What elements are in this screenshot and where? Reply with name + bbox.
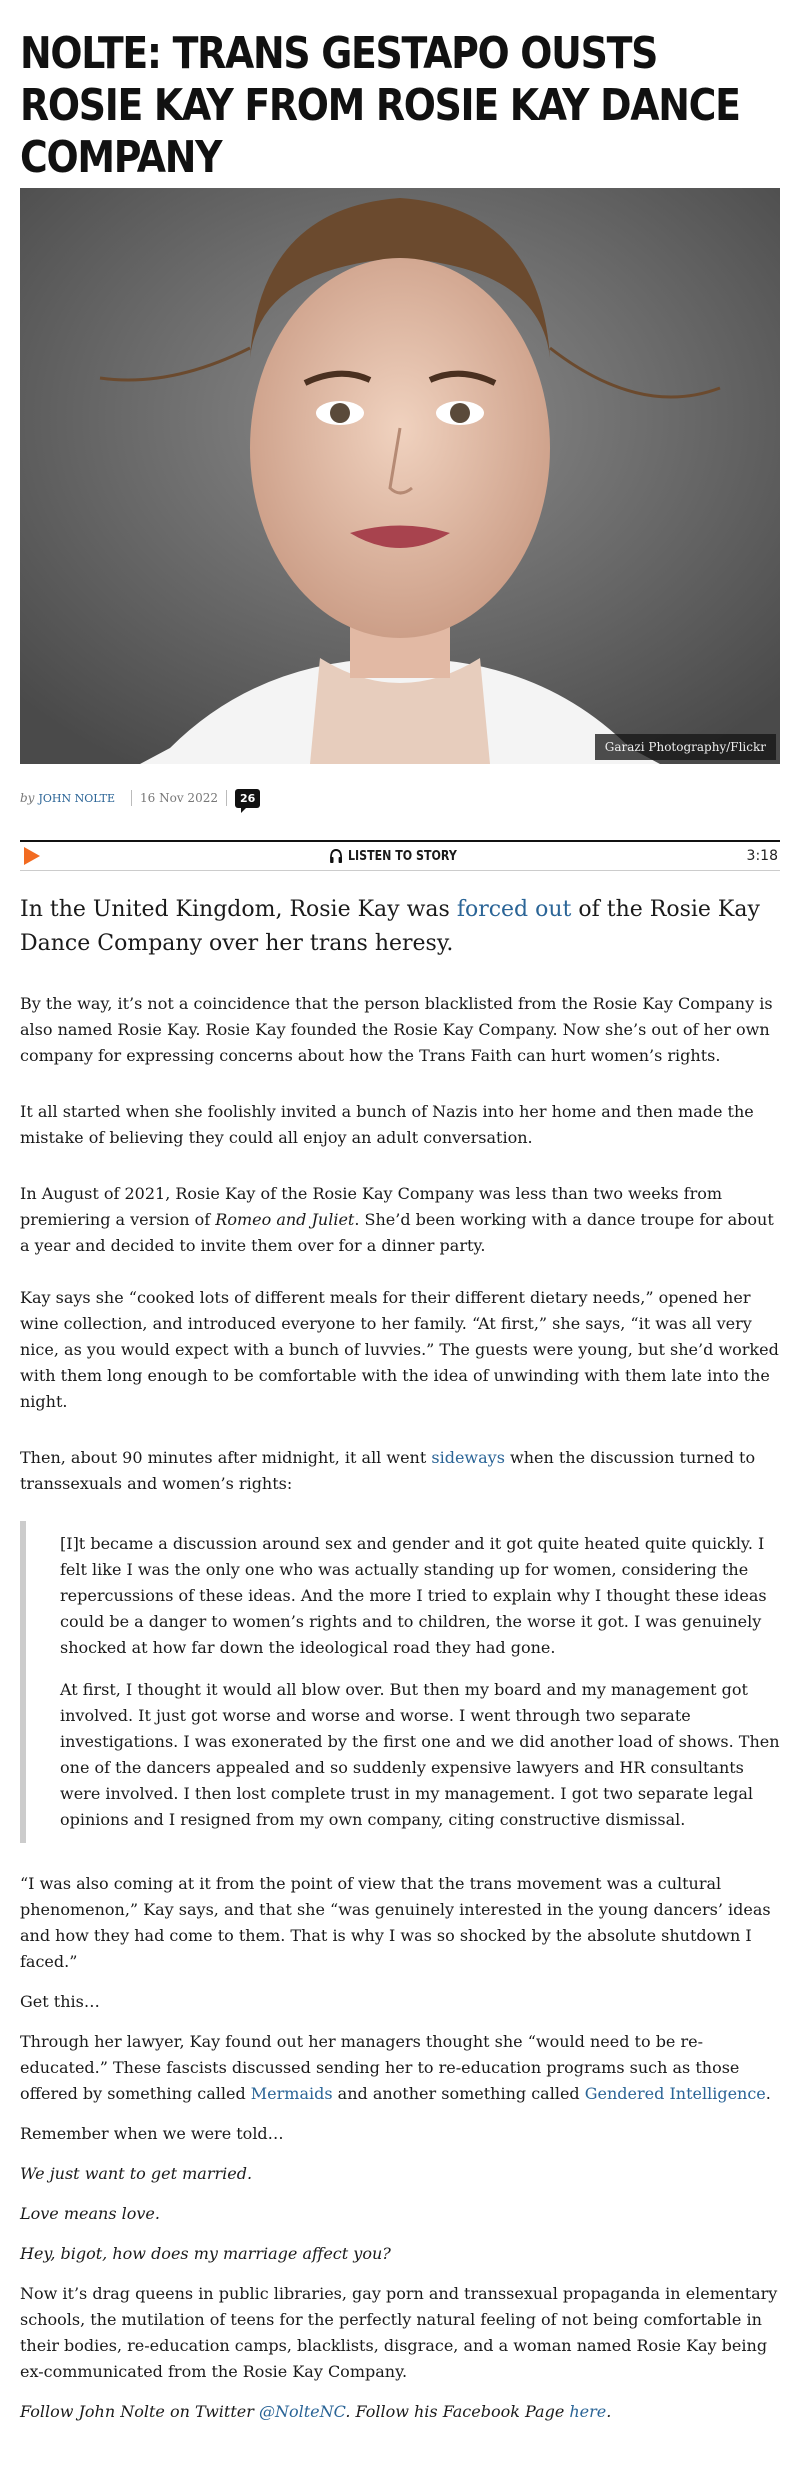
- text: Through her lawyer, Kay found out her managers thought she “would need to be re-educated.” These fascists discussed sending her to re-education programs such as those offered by something called: [20, 2032, 740, 2103]
- text: . She’d been working with a dance troupe for about a year and decided to invite them over for a dinner party.: [20, 1210, 774, 1255]
- paragraph: Get this…: [20, 1992, 100, 2011]
- audio-duration: 3:18: [746, 848, 778, 864]
- quote-paragraph: At first, I thought it would all blow over. But then my board and my management got involved. It just got worse and worse and worse. I went through two separate investigations. I was exonerated by the first one and we did another load of shows. Then one of the dancers appealed and so suddenly expensive lawyers and HR consultants were involved. I then lost complete trust in my management. I got two separate legal opinions and I resigned from my own company, citing constructive dismissal.: [60, 1680, 780, 1829]
- paragraph: [20, 2241, 780, 2267]
- byline-divider: [226, 790, 227, 806]
- image-credit: Garazi Photography/Flickr: [595, 734, 776, 760]
- sideways-link[interactable]: sideways: [431, 1448, 505, 1467]
- article: [0, 28, 800, 2425]
- lead-text: of the Rosie Kay Dance Company over her trans heresy.: [20, 897, 760, 956]
- footer-text: [20, 2402, 611, 2421]
- paragraph: Remember when we were told…: [20, 2124, 284, 2143]
- play-icon[interactable]: [24, 847, 40, 865]
- paragraph: [20, 1445, 780, 1497]
- publish-date: 16 Nov 2022: [140, 791, 218, 805]
- comment-bubble-icon[interactable]: 26: [235, 789, 260, 808]
- text: when the discussion turned to transsexuals and women’s rights:: [20, 1448, 756, 1493]
- article-lead: [20, 893, 780, 961]
- byline-prefix: by: [20, 791, 35, 805]
- text: Then, about 90 minutes after midnight, it all went: [20, 1448, 432, 1467]
- facebook-link[interactable]: here: [569, 2402, 607, 2421]
- hero-image: [20, 188, 780, 764]
- text-emphasis: Love means love.: [20, 2204, 160, 2223]
- gendered-intelligence-link[interactable]: Gendered Intelligence: [584, 2084, 766, 2103]
- paragraph: [20, 2029, 780, 2107]
- quote-paragraph: [I]t became a discussion around sex and gender and it got quite heated quite quickly. I felt like I was the only one who was actually standing up for women, considering the repercussions of these ideas. And the more I tried to explain why I thought these ideas could be a danger to women’s rights and to children, the worse it got. I was genuinely shocked at how far down the ideological road they had gone.: [60, 1534, 767, 1657]
- paragraph: Now it’s drag queens in public libraries, gay porn and transsexual propaganda in elementary schools, the mutilation of teens for the perfectly natural feeling of not being comfortable in their bodies, re-education camps, blacklists, disgrace, and a woman named Rosie Kay being ex-communicated from the Rosie Kay Company.: [20, 2284, 778, 2381]
- blockquote: [20, 1521, 780, 1843]
- paragraph: [20, 2161, 780, 2187]
- text: .: [606, 2402, 612, 2421]
- listen-label: LISTEN TO STORY: [348, 848, 458, 864]
- paragraph: By the way, it’s not a coincidence that the person blacklisted from the Rosie Kay Company is also named Rosie Kay. Rosie Kay founded the Rosie Kay Company. Now she’s out of her own company for expressing concerns about how the Trans Faith can hurt women’s rights.: [20, 994, 773, 1065]
- author-footer: [20, 2399, 780, 2425]
- paragraph: [20, 2201, 780, 2227]
- forced-out-link[interactable]: forced out: [456, 897, 572, 922]
- author-link[interactable]: JOHN NOLTE: [38, 791, 116, 805]
- text: .: [765, 2084, 771, 2103]
- twitter-link[interactable]: @NolteNC: [258, 2402, 346, 2421]
- audio-player: [20, 840, 780, 871]
- paragraph: [20, 1181, 780, 1259]
- headphones-icon: [329, 849, 343, 863]
- text-emphasis: Hey, bigot, how does my marriage affect you?: [20, 2244, 391, 2263]
- text-emphasis: We just want to get married.: [20, 2164, 253, 2183]
- text: . Follow his Facebook Page: [345, 2402, 570, 2421]
- portrait-illustration: [20, 188, 780, 764]
- paragraph: “I was also coming at it from the point of view that the trans movement was a cultural phenomenon,” Kay says, and that she “was genuinely interested in the young dancers’ ideas and how they had come to them. That is why I was so shocked by the absolute shutdown I faced.”: [20, 1874, 771, 1971]
- listen-to-story[interactable]: [329, 849, 457, 864]
- text: In August of 2021, Rosie Kay of the Rosie Kay Company was less than two weeks from premiering a version of: [20, 1184, 723, 1229]
- mermaids-link[interactable]: Mermaids: [250, 2084, 333, 2103]
- byline: [20, 768, 780, 828]
- article-title: NOLTE: TRANS GESTAPO OUSTS ROSIE KAY FROM ROSIE KAY DANCE COMPANY: [20, 28, 740, 183]
- paragraph: Kay says she “cooked lots of different meals for their different dietary needs,” opened her wine collection, and introduced everyone to her family. “At first,” she says, “it was all very nice, as you would expect with a bunch of luvvies.” The guests were young, but she’d worked with them long enough to be comfortable with the idea of unwinding with them late into the night.: [20, 1288, 779, 1411]
- lead-text: In the United Kingdom, Rosie Kay was: [20, 897, 457, 922]
- text-emphasis: Romeo and Juliet: [215, 1210, 355, 1229]
- byline-divider: [131, 790, 132, 806]
- text: Follow John Nolte on Twitter: [20, 2402, 259, 2421]
- text: and another something called: [332, 2084, 585, 2103]
- paragraph: It all started when she foolishly invited a bunch of Nazis into her home and then made the mistake of believing they could all enjoy an adult conversation.: [20, 1102, 754, 1147]
